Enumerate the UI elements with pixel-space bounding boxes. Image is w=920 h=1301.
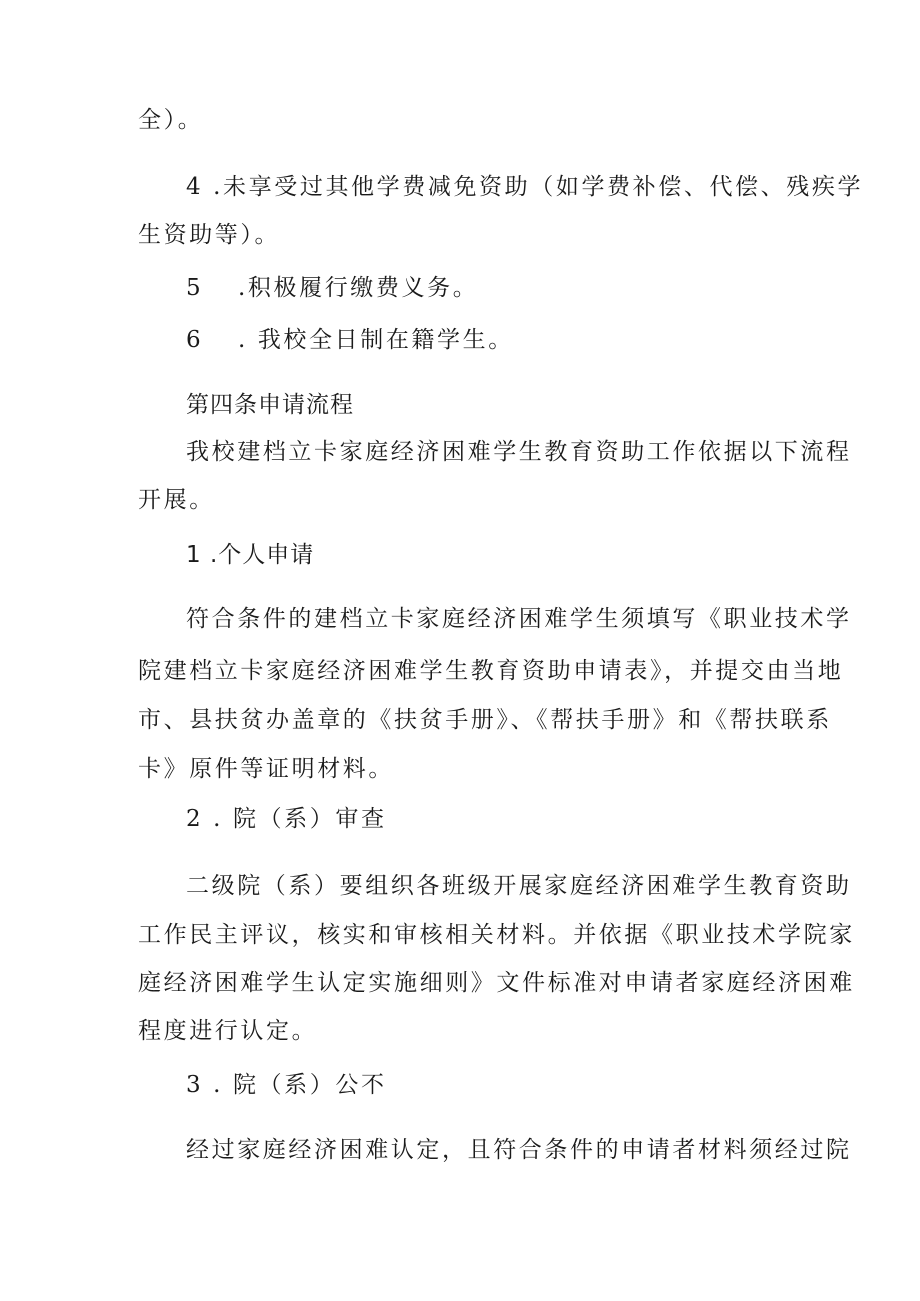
list-item-text: .积极履行缴费义务。	[238, 275, 479, 301]
paragraph-line: 院建档立卡家庭经济困难学生教育资助申请表》，并提交由当地	[138, 658, 844, 684]
step-heading-1: 1 .个人申请	[186, 542, 315, 568]
step-heading-3: 3 . 院（系）公不	[186, 1072, 387, 1098]
list-item-6	[186, 324, 790, 356]
paragraph-line: 经过家庭经济困难认定，且符合条件的申请者材料须经过院	[186, 1137, 852, 1163]
step-heading-2: 2 . 院（系）审查	[186, 806, 387, 832]
list-item-4-line-2: 生资助等）。	[138, 222, 281, 248]
paragraph-line: 我校建档立卡家庭经济困难学生教育资助工作依据以下流程	[186, 439, 852, 465]
paragraph-line: 符合条件的建档立卡家庭经济困难学生须填写《职业技术学	[186, 606, 852, 632]
list-item-text: . 我校全日制在籍学生。	[238, 327, 514, 353]
list-item-5	[186, 272, 790, 304]
list-item-4-line-1: 4 .未享受过其他学费减免资助（如学费补偿、代偿、残疾学	[186, 174, 864, 200]
paragraph-line: 开展。	[138, 487, 215, 513]
paragraph-line: 市、县扶贫办盖章的《扶贫手册》、《帮扶手册》和《帮扶联系	[138, 707, 832, 733]
list-number: 5	[186, 275, 201, 301]
paragraph-line: 全）。	[138, 107, 204, 133]
paragraph-line: 庭经济困难学生认定实施细则》文件标准对申请者家庭经济困难	[138, 970, 855, 996]
list-number: 6	[186, 327, 201, 353]
paragraph-line: 程度进行认定。	[138, 1018, 318, 1044]
section-heading: 第四条申请流程	[186, 392, 354, 418]
paragraph-line: 工作民主评议，核实和审核相关材料。并依据《职业技术学院家	[138, 922, 855, 948]
paragraph-line: 二级院（系）要组织各班级开展家庭经济困难学生教育资助	[186, 873, 852, 899]
paragraph-line: 卡》原件等证明材料。	[138, 756, 394, 782]
